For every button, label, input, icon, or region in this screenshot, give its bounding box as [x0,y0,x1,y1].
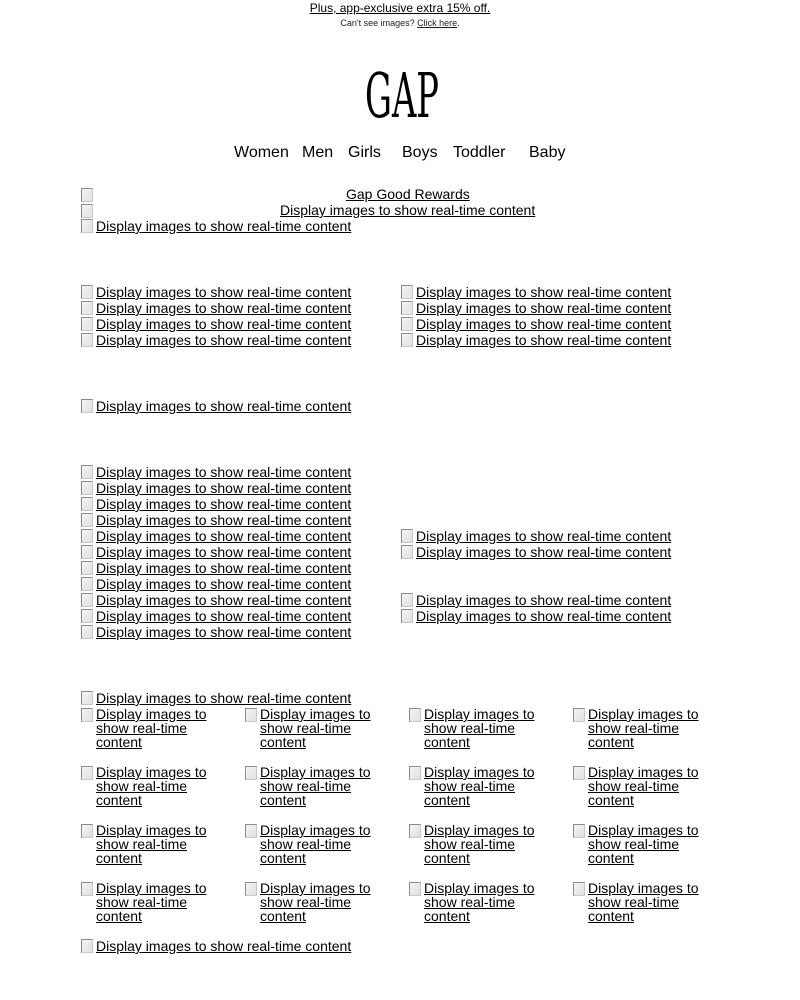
stack-image-1[interactable]: Display images to show real-time content [80,464,351,480]
grid-image-r1-c2[interactable]: Display images to show real-time content [244,707,400,749]
promo-image-right-3[interactable]: Display images to show real-time content [400,316,671,332]
nav-men[interactable]: Men [302,144,334,161]
stack-image-10[interactable]: Display images to show real-time content [80,608,351,624]
promo-image-left-3[interactable]: Display images to show real-time content [80,316,351,332]
broken-image-icon [80,187,96,203]
side-image-3[interactable]: Display images to show real-time content [400,592,671,608]
stack-image-3[interactable]: Display images to show real-time content [80,496,351,512]
promo-image-right-1[interactable]: Display images to show real-time content [400,284,671,300]
cant-see-images-line: Can't see images? Click here. [340,18,460,28]
grid-image-r3-c1[interactable]: Display images to show real-time content [80,823,236,865]
grid-image-r1-c4[interactable]: Display images to show real-time content [572,707,728,749]
grid-image-r2-c3[interactable]: Display images to show real-time content [408,765,564,807]
nav-women[interactable]: Women [234,144,289,161]
grid-image-r4-c4[interactable]: Display images to show real-time content [572,881,728,923]
side-image-4[interactable]: Display images to show real-time content [400,608,671,624]
preheader [0,1,800,15]
promo-link[interactable]: Plus, app-exclusive extra 15% off. [309,1,491,15]
hero-image[interactable]: Display images to show real-time content [80,218,351,234]
stack-image-11[interactable]: Display images to show real-time content [80,624,351,640]
rewards-banner-image[interactable]: Display images to show real-time content [280,202,536,218]
stack-image-4[interactable]: Display images to show real-time content [80,512,351,528]
nav-baby[interactable]: Baby [529,144,566,161]
grid-header-image[interactable]: Display images to show real-time content [80,690,351,706]
gap-logo-text: GAP [365,59,439,132]
stack-image-5[interactable]: Display images to show real-time content [80,528,351,544]
promo-image-left-4[interactable]: Display images to show real-time content [80,332,351,348]
promo-image-left-2[interactable]: Display images to show real-time content [80,300,351,316]
grid-image-r3-c4[interactable]: Display images to show real-time content [572,823,728,865]
stack-image-8[interactable]: Display images to show real-time content [80,576,351,592]
nav-toddler[interactable]: Toddler [453,144,506,161]
grid-image-r2-c2[interactable]: Display images to show real-time content [244,765,400,807]
click-here-link[interactable]: Click here [417,18,458,28]
gap-good-rewards-image[interactable]: Gap Good Rewards [346,186,470,202]
footer-image[interactable]: Display images to show real-time content [80,938,351,954]
side-image-2[interactable]: Display images to show real-time content [400,544,671,560]
promo-image-right-4[interactable]: Display images to show real-time content [400,332,671,348]
stack-image-7[interactable]: Display images to show real-time content [80,560,351,576]
broken-image-icon [80,203,96,219]
stack-image-2[interactable]: Display images to show real-time content [80,480,351,496]
cant-see-images-text: Can't see images? [340,18,415,28]
nav-boys[interactable]: Boys [402,144,438,161]
stack-image-9[interactable]: Display images to show real-time content [80,592,351,608]
grid-image-r4-c3[interactable]: Display images to show real-time content [408,881,564,923]
promo-image-left-1[interactable]: Display images to show real-time content [80,284,351,300]
promo-image-right-2[interactable]: Display images to show real-time content [400,300,671,316]
nav-girls[interactable]: Girls [348,144,381,161]
grid-image-r2-c4[interactable]: Display images to show real-time content [572,765,728,807]
category-nav [0,144,800,164]
stack-image-6[interactable]: Display images to show real-time content [80,544,351,560]
grid-image-r3-c2[interactable]: Display images to show real-time content [244,823,400,865]
feature-image[interactable]: Display images to show real-time content [80,398,351,414]
side-image-1[interactable]: Display images to show real-time content [400,528,671,544]
grid-image-r3-c3[interactable]: Display images to show real-time content [408,823,564,865]
gap-logo[interactable] [364,59,440,132]
grid-image-r1-c1[interactable]: Display images to show real-time content [80,707,236,749]
grid-image-r4-c2[interactable]: Display images to show real-time content [244,881,400,923]
grid-image-r2-c1[interactable]: Display images to show real-time content [80,765,236,807]
grid-image-r1-c3[interactable]: Display images to show real-time content [408,707,564,749]
grid-image-r4-c1[interactable]: Display images to show real-time content [80,881,236,923]
